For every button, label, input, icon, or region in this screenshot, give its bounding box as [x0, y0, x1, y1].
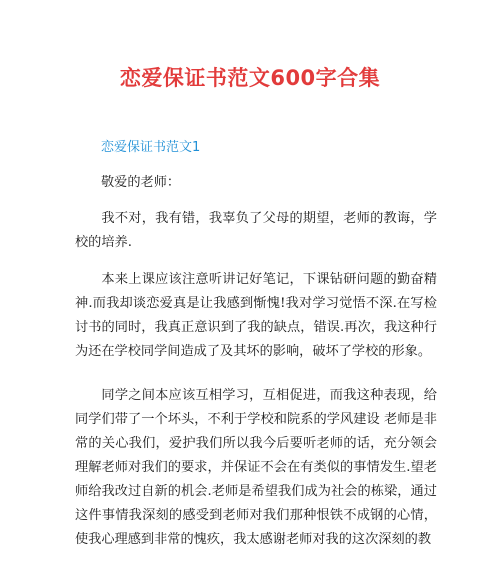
paragraph-2: 本来上课应该注意听讲记好笔记，下课钻研问题的勤奋精神.而我却谈恋爱真是让我感到惭愧!我对学习觉悟不深.在写检讨书的同时，我真正意识到了我的缺点，错误.再次，我这种行为还在学校同学间造成了及其坏的影响，破坏了学校的形象。	[75, 272, 437, 359]
paragraph-1: 我不对，我有错，我辜负了父母的期望，老师的教诲，学校的培养.	[75, 211, 437, 250]
paragraph-3: 同学之间本应该互相学习，互相促进，而我这种表现，给同学们带了一个坏头，不利于学校和院系的学风建设 老师是非常的关心我们，爱护我们所以我今后要听老师的话，充分领会理解老师对我们的要求，并保证不会在有类似的事情发生.望老师给我改过自新的机会.老师是希望我们成为社会的栋梁，通过这件事情我深刻的感受到老师对我们那种恨铁不成钢的心情，使我心理感到非常的愧疚，我太感谢老师对我的这次深刻的教	[75, 388, 437, 547]
greeting-line: 敬爱的老师：	[101, 175, 181, 190]
document-title: 恋爱保证书范文600字合集	[119, 66, 381, 90]
section-heading: 恋爱保证书范文1	[101, 140, 201, 155]
